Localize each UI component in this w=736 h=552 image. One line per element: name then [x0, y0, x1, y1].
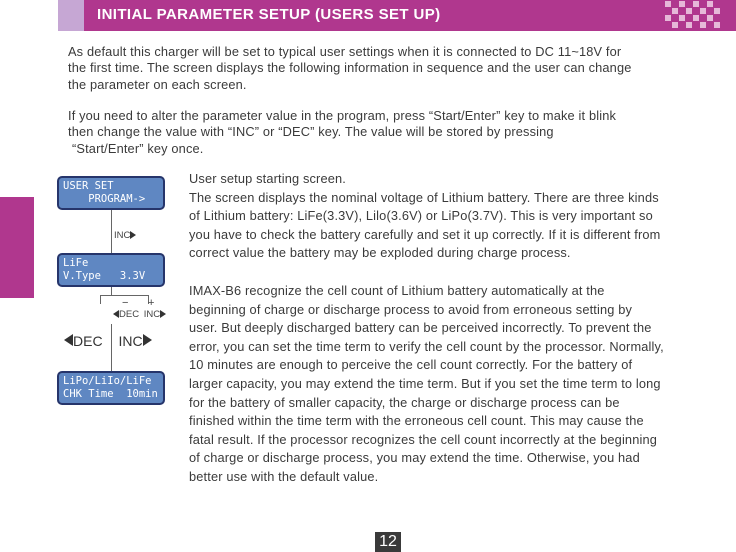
checker-square: [714, 22, 720, 28]
dec-inc-big-labels: [64, 333, 152, 349]
lcd-line: V.Type 3.3V: [63, 270, 146, 282]
text-line: error, you can set the time term to verify the cell count by the processor. Normally,: [189, 338, 664, 354]
right-arrow-icon: [143, 334, 152, 346]
header-accent-block: [58, 0, 84, 31]
text-line: fatal result. If the processor recognizes the cell count incorrectly at the beginning: [189, 431, 657, 447]
checker-decoration: [665, 1, 723, 29]
checker-square: [707, 15, 713, 21]
dec-inc-key-labels: [113, 309, 166, 320]
lcd-line: LiPo/LiIo/LiFe: [63, 375, 152, 387]
checker-square: [700, 22, 706, 28]
connector-line: [111, 210, 112, 253]
checker-square: [679, 15, 685, 21]
left-arrow-icon: [64, 334, 73, 346]
text-line: User setup starting screen.: [189, 171, 346, 186]
page-number: 12: [375, 532, 401, 552]
lcd-line: PROGRAM->: [63, 193, 146, 205]
checker-square: [665, 1, 671, 7]
text-line: you have to check the battery carefully and set it up correctly. If it is different from: [189, 226, 661, 242]
text-line: If you need to alter the parameter value in the program, press “Start/Enter” key to make it blink: [68, 108, 617, 123]
dec-big-text: DEC: [73, 333, 103, 349]
lcd-screen-voltage-type: [57, 253, 165, 287]
minus-sign: −: [122, 297, 129, 309]
right-arrow-icon: [130, 231, 136, 239]
section-voltage-type: [189, 170, 734, 263]
text-line: correct value the battery may be exploded during charge process.: [189, 245, 571, 261]
dec-label-text: DEC: [119, 309, 140, 320]
checker-square: [700, 8, 706, 14]
checker-square: [672, 22, 678, 28]
text-line: of Lithium battery: LiFe(3.3V), Lilo(3.6V) or LiPo(3.7V). This is very important so: [189, 208, 653, 224]
side-tab: [0, 197, 34, 298]
checker-square: [672, 8, 678, 14]
connector-line: [111, 287, 112, 295]
text-line: As default this charger will be set to typical user settings when it is connected to DC 11~18V for: [68, 44, 622, 59]
inc-key-label: [114, 230, 136, 241]
inc-big-text: INC: [118, 333, 143, 349]
connector-line: [100, 295, 148, 296]
text-line: “Start/Enter” key once.: [72, 140, 204, 156]
checker-square: [714, 8, 720, 14]
checker-square: [686, 8, 692, 14]
inc-label-text: INC: [143, 309, 161, 320]
text-line: of charge or discharge process, you may extend the time. Otherwise, you had: [189, 450, 640, 466]
text-line: IMAX-B6 recognize the cell count of Lithium battery automatically at the: [189, 283, 605, 298]
text-line: for the battery of smaller capacity, the charge or discharge process can be: [189, 394, 620, 410]
section-cell-check-time: [189, 282, 734, 487]
lcd-line: LiFe: [63, 257, 89, 269]
checker-square: [693, 15, 699, 21]
checker-square: [686, 22, 692, 28]
lcd-screen-check-time: [57, 371, 165, 405]
checker-square: [693, 1, 699, 7]
text-line: The screen displays the nominal voltage of Lithium battery. There are three kinds: [189, 189, 659, 205]
connector-line: [100, 295, 101, 304]
text-line: the parameter on each screen.: [68, 76, 247, 92]
lcd-line: CHK Time 10min: [63, 388, 158, 400]
page-title: INITIAL PARAMETER SETUP (USERS SET UP): [97, 6, 441, 23]
text-line: the first time. The screen displays the following information in sequence and the user can change: [68, 60, 632, 76]
checker-square: [665, 15, 671, 21]
plus-sign: +: [148, 297, 155, 309]
text-line: better use with the default value.: [189, 468, 379, 484]
lcd-line: USER SET: [63, 180, 114, 192]
text-line: larger capacity, you may extend the time term. But if you set the time term to long: [189, 375, 661, 391]
text-line: 10 minutes are enough to perceive the cell count correctly. For the battery of: [189, 357, 633, 373]
text-line: beginning of charge or discharge process to avoid from erroneous setting by: [189, 301, 633, 317]
text-line: then change the value with “INC” or “DEC” key. The value will be stored by pressing: [68, 124, 554, 140]
right-arrow-icon: [160, 310, 166, 318]
lcd-screen-user-set: [57, 176, 165, 210]
intro-paragraph-1: [68, 44, 728, 93]
inc-label-text: INC: [114, 230, 131, 241]
intro-paragraph-2: [68, 108, 728, 157]
text-line: finished within the time term with the erroneous cell count. This may cause the: [189, 413, 644, 429]
text-line: user. But deeply discharged battery can be perceived incorrectly. To prevent the: [189, 320, 652, 336]
checker-square: [679, 1, 685, 7]
checker-square: [707, 1, 713, 7]
